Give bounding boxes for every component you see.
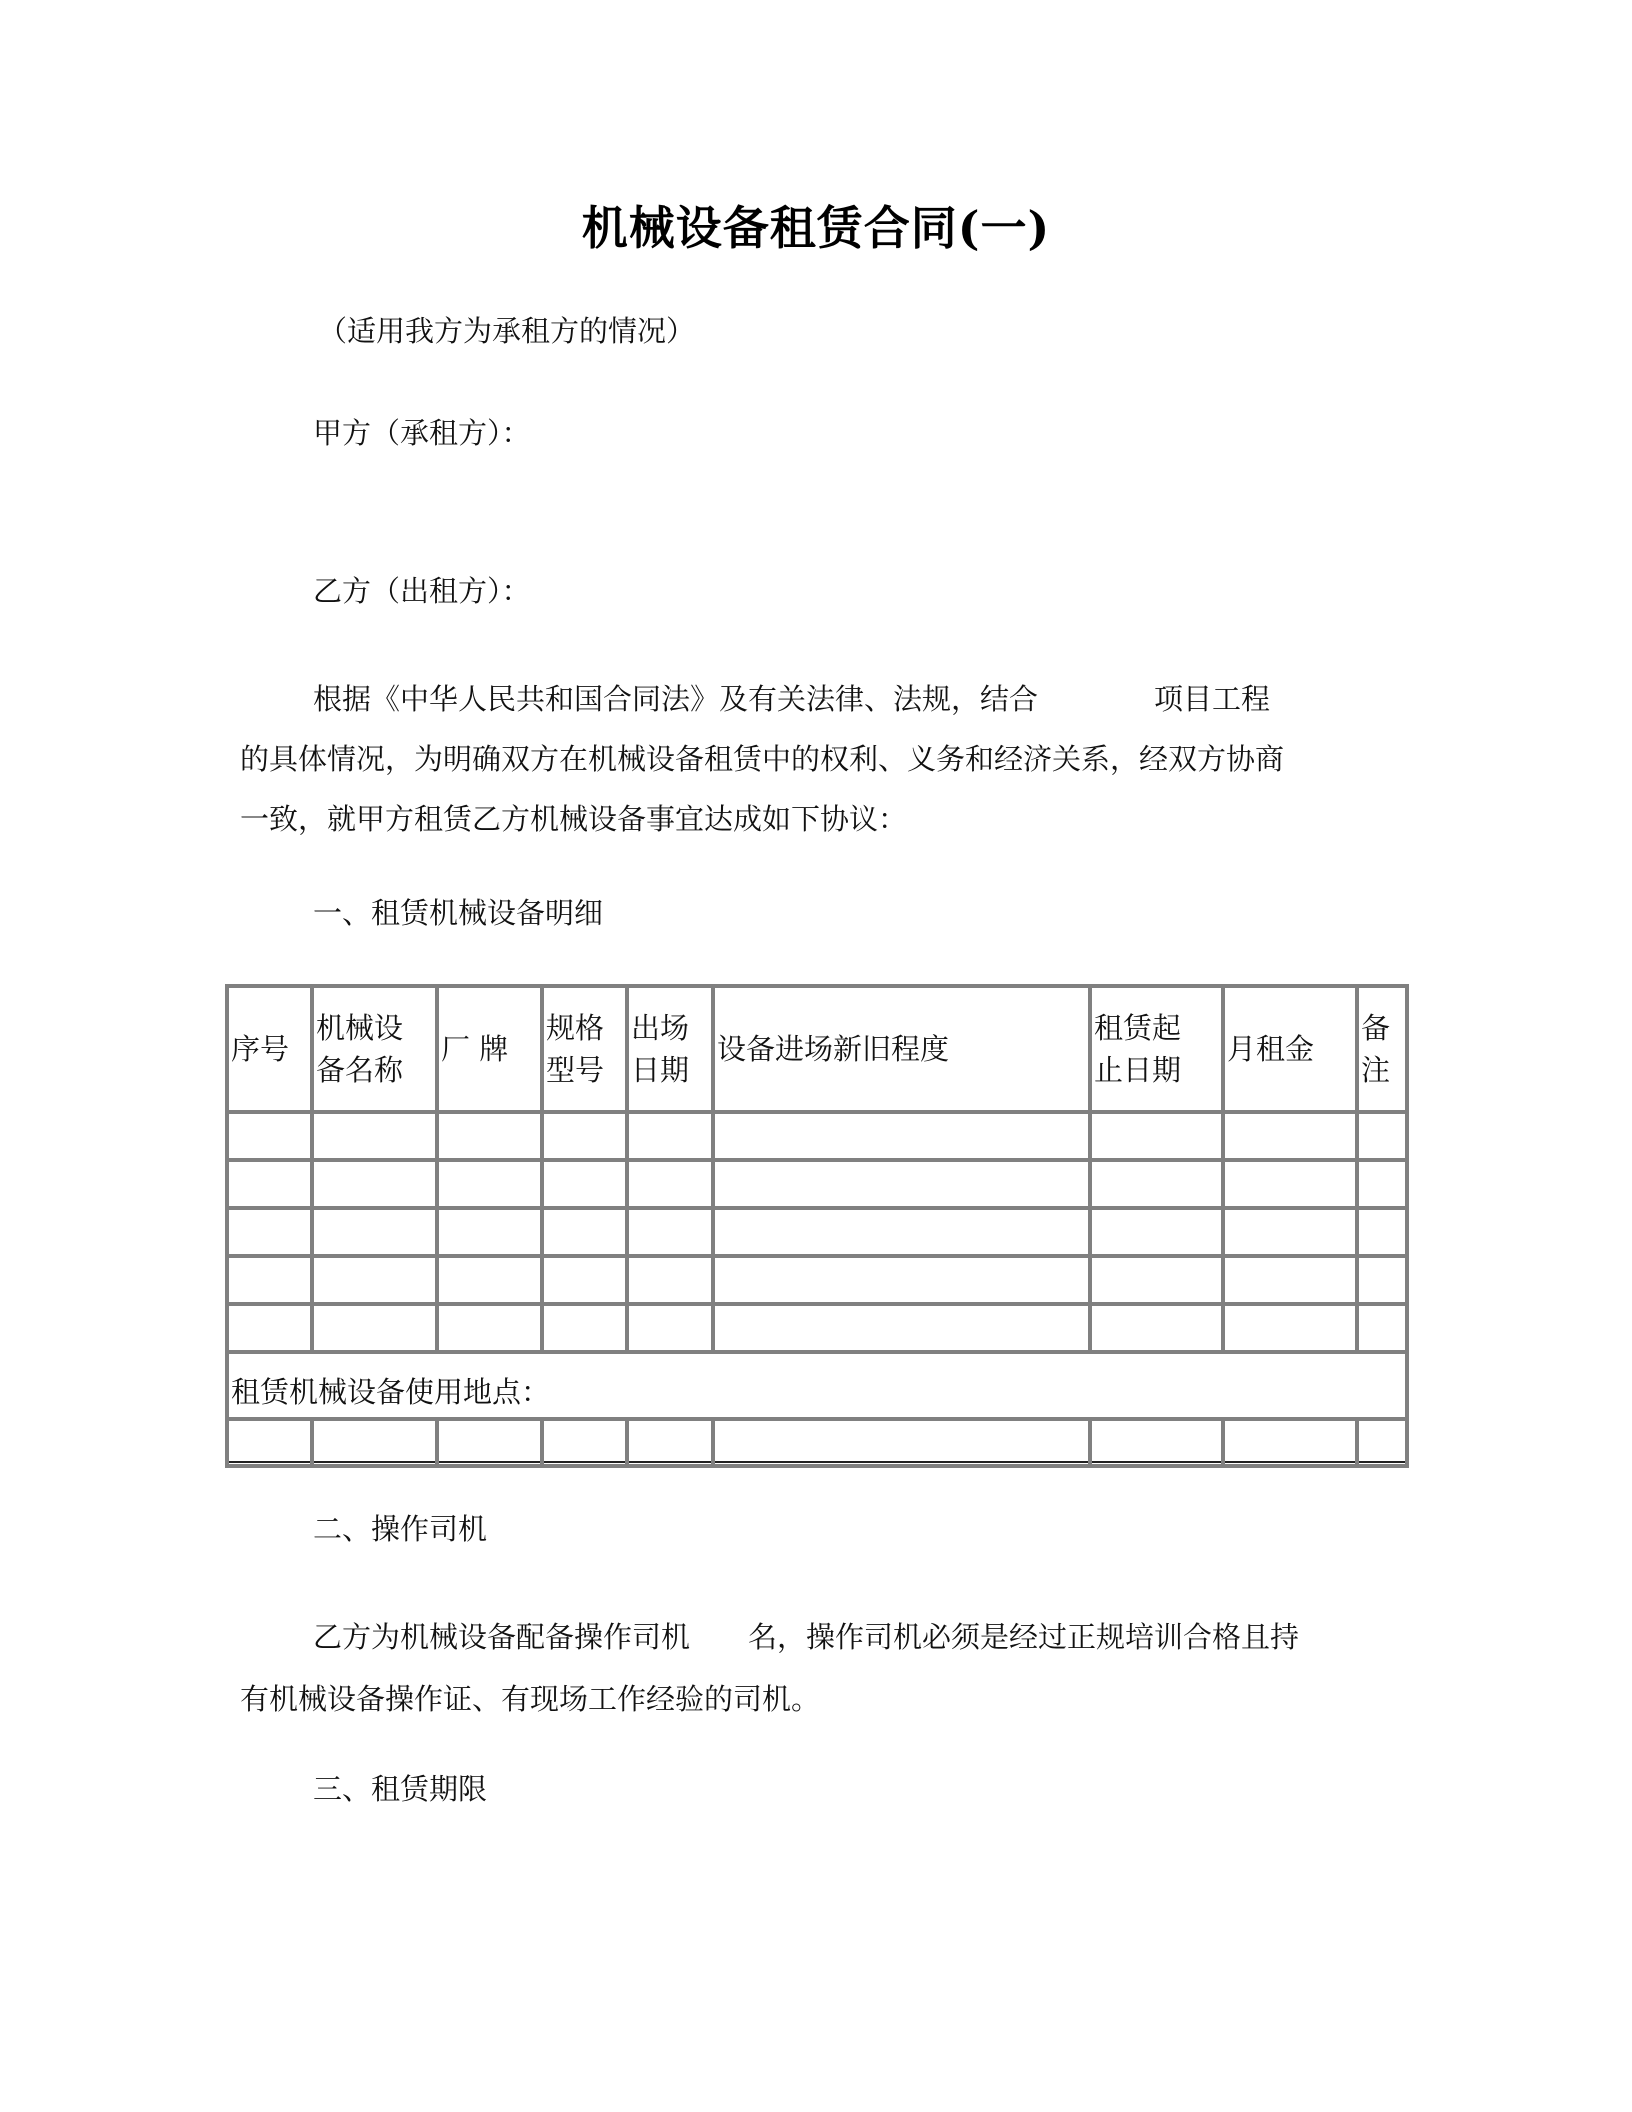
table-cell[interactable] [227,1208,312,1256]
table-cell[interactable] [1090,1256,1223,1304]
table-cell[interactable] [627,1160,713,1208]
party-a-label: 甲方（承租方）： [313,416,531,450]
table-cell[interactable] [713,1419,1090,1466]
section-1-heading: 一、租赁机械设备明细 [313,896,604,930]
table-cell[interactable] [542,1256,627,1304]
table-cell[interactable] [1357,1112,1407,1160]
table-cell[interactable] [227,1160,312,1208]
table-cell[interactable] [312,1304,437,1352]
location-row [227,1352,1407,1419]
table-cell[interactable] [627,1419,713,1466]
section-2-line-2: 有机械设备操作证、有现场工作经验的司机。 [240,1682,821,1716]
table-cell[interactable] [713,1256,1090,1304]
table-cell[interactable] [1223,1419,1357,1466]
table-row [227,1208,1407,1256]
table-header-cell: 设备进场新旧程度 [713,986,1090,1112]
equipment-table [225,984,1409,1468]
table-header-cell: 备 注 [1357,986,1407,1112]
table-cell[interactable] [227,1112,312,1160]
table-cell[interactable] [437,1112,542,1160]
document-subtitle: （适用我方为承租方的情况） [318,314,696,348]
table-cell[interactable] [1357,1208,1407,1256]
table-cell[interactable] [1090,1419,1223,1466]
table-row [227,1256,1407,1304]
table-cell[interactable] [227,1256,312,1304]
table-cell[interactable] [627,1304,713,1352]
table-header-cell: 序号 [227,986,312,1112]
table-cell[interactable] [437,1160,542,1208]
table-cell[interactable] [437,1256,542,1304]
table-cell[interactable] [1357,1419,1407,1466]
table-cell[interactable] [437,1304,542,1352]
table-cell[interactable] [1223,1304,1357,1352]
table-cell[interactable] [1223,1256,1357,1304]
table-cell[interactable] [713,1304,1090,1352]
table-cell[interactable] [437,1419,542,1466]
table-header-cell: 规格 型号 [542,986,627,1112]
table-cell[interactable] [1357,1160,1407,1208]
table-cell[interactable] [312,1208,437,1256]
table-row [227,1160,1407,1208]
table-header-cell: 厂 牌 [437,986,542,1112]
table-cell[interactable] [1223,1160,1357,1208]
table-row [227,1304,1407,1352]
party-b-label: 乙方（出租方）： [313,574,531,608]
table-cell[interactable] [713,1112,1090,1160]
section-3-heading: 三、租赁期限 [313,1772,488,1806]
table-cell[interactable] [1357,1256,1407,1304]
table-row [227,1112,1407,1160]
table-header-cell: 机械设 备名称 [312,986,437,1112]
table-cell[interactable] [542,1160,627,1208]
table-header-cell: 出场 日期 [627,986,713,1112]
table-cell[interactable] [1223,1112,1357,1160]
location-label-cell[interactable]: 租赁机械设备使用地点： [227,1352,1407,1419]
table-cell[interactable] [1223,1208,1357,1256]
table-cell[interactable] [312,1419,437,1466]
table-cell[interactable] [542,1304,627,1352]
table-header-cell: 月租金 [1223,986,1357,1112]
table-header-cell: 租赁起 止日期 [1090,986,1223,1112]
table-cell[interactable] [1090,1160,1223,1208]
table-header-row [227,986,1407,1112]
table-cell[interactable] [627,1112,713,1160]
table-cell[interactable] [713,1208,1090,1256]
table-row [227,1419,1407,1466]
table-cell[interactable] [542,1419,627,1466]
table-cell[interactable] [312,1160,437,1208]
table-cell[interactable] [713,1160,1090,1208]
table-cell[interactable] [627,1208,713,1256]
table-cell[interactable] [1090,1208,1223,1256]
table-cell[interactable] [312,1112,437,1160]
intro-paragraph-line-1: 根据《中华人民共和国合同法》及有关法律、法规，结合 项目工程 [313,682,1271,716]
table-cell[interactable] [1357,1304,1407,1352]
table-cell[interactable] [437,1208,542,1256]
section-2-line-1: 乙方为机械设备配备操作司机 名，操作司机必须是经过正规培训合格且持 [313,1620,1300,1654]
document-title: 机械设备租赁合同(一) [581,201,1051,255]
table-cell[interactable] [312,1256,437,1304]
intro-paragraph-line-2: 的具体情况，为明确双方在机械设备租赁中的权利、义务和经济关系，经双方协商 [240,742,1285,776]
equipment-table-container [225,984,1405,1461]
table-cell[interactable] [1090,1112,1223,1160]
table-cell[interactable] [627,1256,713,1304]
section-2-heading: 二、操作司机 [313,1512,488,1546]
intro-paragraph-line-3: 一致，就甲方租赁乙方机械设备事宜达成如下协议： [240,802,908,836]
table-cell[interactable] [227,1304,312,1352]
table-cell[interactable] [542,1208,627,1256]
table-cell[interactable] [542,1112,627,1160]
table-cell[interactable] [227,1419,312,1466]
table-cell[interactable] [1090,1304,1223,1352]
